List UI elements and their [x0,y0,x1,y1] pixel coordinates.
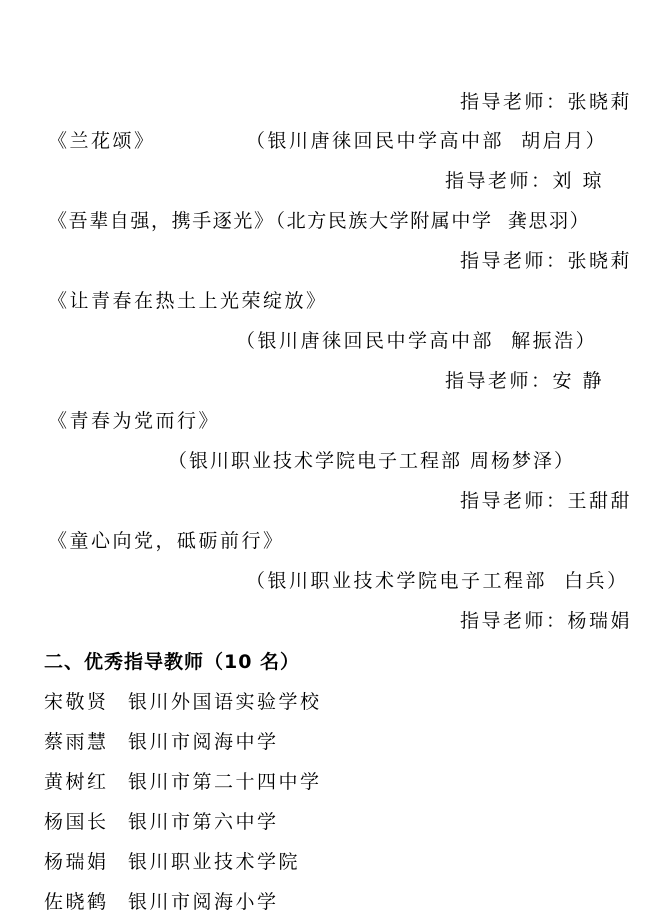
advisor-line: 指导老师：王甜甜 [459,490,632,512]
advisor-line: 指导老师：杨瑞娟 [459,610,632,632]
work-title: 《青春为党而行》 [48,410,221,432]
author-info: （北方民族大学附属中学 龚思羽） [266,210,591,232]
teacher-name: 佐晓鹤 [44,891,109,913]
work-title: 《吾辈自强，携手逐光》 [48,210,275,232]
advisor-line: 指导老师：张晓莉 [459,91,632,113]
work-title: 《让青春在热土上光荣绽放》 [48,290,328,312]
teacher-name: 蔡雨慧 [44,731,109,753]
author-info: （银川唐徕回民中学高中部 解振浩） [236,330,598,352]
advisor-line: 指导老师：张晓莉 [459,250,632,272]
work-title: 《兰花颂》 [48,130,156,152]
teacher-name: 杨国长 [44,811,109,833]
teacher-school: 银川市阅海小学 [128,891,279,913]
advisor-line: 指导老师：刘 琼 [444,170,604,192]
advisor-line: 指导老师：安 静 [444,370,604,392]
teacher-name: 黄树红 [44,771,109,793]
teacher-school: 银川职业技术学院 [128,851,301,873]
teacher-school: 银川外国语实验学校 [128,691,322,713]
section-heading: 二、优秀指导教师（10 名） [44,651,301,673]
teacher-name: 宋敬贤 [44,691,109,713]
teacher-school: 银川市阅海中学 [128,731,279,753]
author-info: （银川职业技术学院电子工程部 白兵） [246,570,629,592]
author-info: （银川唐徕回民中学高中部 胡启月） [246,130,608,152]
teacher-school: 银川市第二十四中学 [128,771,322,793]
teacher-school: 银川市第六中学 [128,811,279,833]
work-title: 《童心向党，砥砺前行》 [48,530,285,552]
author-info: （银川职业技术学院电子工程部 周杨梦泽） [168,450,576,472]
teacher-name: 杨瑞娟 [44,851,109,873]
